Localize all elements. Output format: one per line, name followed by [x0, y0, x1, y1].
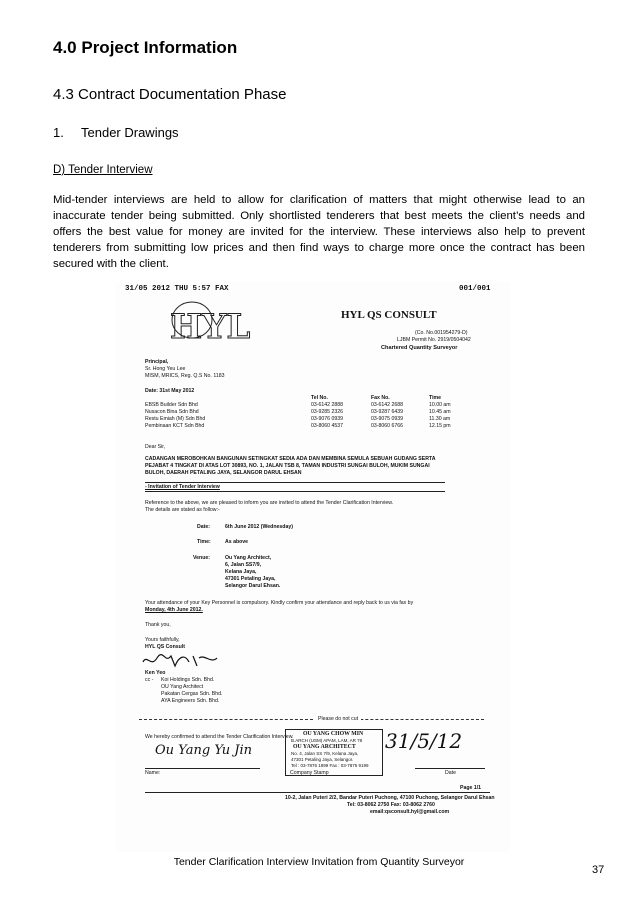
project-title-line: CADANGAN MEROBOHKAN BANGUNAN SETINGKAT SEDIA ADA DAN MEMBINA SEMULA SEBUAH GUDANG SERTA: [145, 456, 436, 462]
stamp-line: 47301 Petaling Jaya, Selangor.: [291, 757, 354, 762]
stamp-line: No. 4, Jalan SS 7/9, Kelana Jaya,: [291, 751, 359, 756]
cc-item: AYA Engineers Sdn. Bhd.: [161, 698, 220, 704]
page-heading: 4.0 Project Information: [53, 38, 238, 57]
project-title-line: BULOH, DAERAH PETALING JAYA, SELANGOR DARUL EHSAN: [145, 470, 302, 476]
reg-line: Chartered Quantity Surveyor: [381, 345, 458, 351]
stamp-line: OU YANG ARCHITECT: [293, 744, 356, 750]
recipient-tel: 03-9285 2326: [311, 409, 344, 415]
fax-header-line: 31/05 2012 THU 5:57 FAX: [125, 285, 229, 293]
intro-line: Reference to the above, we are pleased to inform you are invited to attend the Tender Clarification Interview.: [145, 500, 394, 506]
signatory: Ken Yeo: [145, 670, 166, 676]
recipient-fax: 03-9075 0939: [371, 416, 404, 422]
company-stamp-label: Company Stamp: [290, 770, 329, 776]
venue-line: 47301 Petaling Jaya,: [225, 576, 276, 582]
cc-item: Koi Holdings Sdn. Bhd.: [161, 677, 215, 683]
detail-label: Date:: [197, 524, 210, 530]
hyl-logo: [170, 298, 265, 344]
cc-item: Pakatan Cergas Sdn. Bhd.: [161, 691, 223, 697]
closing-line: HYL QS Consult: [145, 644, 185, 650]
attendance-line: Your attendance of your Key Personnel is compulsory. Kindly confirm your attendance and reply back to us via fax by: [145, 600, 414, 606]
page-number: 37: [592, 864, 605, 876]
handwritten-date: 31/5/12: [385, 729, 463, 753]
principal-line: Sr. Hong Yeu Lee: [145, 366, 186, 372]
venue-line: Selangor Darul Ehsan.: [225, 583, 281, 589]
principal-line: Principal,: [145, 359, 169, 365]
handwritten-signature: [141, 650, 221, 670]
confirm-line: We hereby confirmed to attend the Tender Clarification Interview.: [145, 734, 294, 740]
recipient-name: Nusacon Bina Sdn Bhd: [145, 409, 199, 415]
page-footer: Page 1/1: [460, 785, 482, 791]
svg-text:HYL: HYL: [170, 307, 251, 344]
recipient-name: Pembinaan KCT Sdn Bhd: [145, 423, 205, 429]
intro-line: The details are stated as follow:-: [145, 507, 220, 513]
recipient-fax: 03-8060 6766: [371, 423, 404, 429]
recipient-tel: 03-9076 0939: [311, 416, 344, 422]
address-line: email:qsconsult.hyl@gmail.com: [370, 809, 450, 815]
subheading: 4.3 Contract Documentation Phase: [53, 86, 287, 103]
section-title: Tender Drawings: [81, 125, 179, 140]
detail-label: Venue:: [193, 555, 211, 561]
principal-line: MISM, MRICS, Reg. Q.S No. 1183: [145, 373, 225, 379]
attendance-deadline: Monday, 4th June 2012.: [145, 607, 203, 613]
venue-line: 6, Jalan SS7/9,: [225, 562, 262, 568]
recipient-time: 10.00 am: [429, 402, 451, 408]
venue-line: Kelana Jaya,: [225, 569, 257, 575]
section-heading: [53, 125, 179, 140]
recipient-fax: 03-9287 6439: [371, 409, 404, 415]
cut-line-label: Please do not cut: [315, 716, 361, 722]
stamp-line: B.ARCH (USM) APAM, LAM, AR 78: [291, 738, 363, 743]
reg-line: LJBM Permit No. 2919/0504042: [397, 337, 471, 343]
recipient-fax: 03-6142 2688: [371, 402, 404, 408]
cut-line: [139, 719, 484, 720]
name-label: Name:: [145, 770, 161, 776]
address-line: 10-2, Jalan Puteri 2/2, Bandar Puteri Puchong, 47100 Puchong, Selangor Darul Ehsan: [285, 795, 495, 801]
letter-date: Date: 31st May 2012: [145, 388, 195, 394]
date-label: Date: [445, 770, 456, 776]
detail-date: 6th June 2012 (Wednesday): [225, 524, 293, 530]
company-name: HYL QS CONSULT: [341, 309, 437, 321]
salutation: Dear Sir,: [145, 444, 166, 450]
stamp-line: Tel : 03-7876 1899 Fax : 03-7875 9199: [291, 763, 369, 768]
reg-line: (Co. No.001954279-D): [415, 330, 468, 336]
venue-line: Ou Yang Architect,: [225, 555, 272, 561]
subject-line: - Invitation of Tender Interview: [145, 484, 220, 490]
table-header: Time: [429, 395, 442, 401]
table-header: Fax No.: [371, 395, 390, 401]
cc-item: OU Yang Architect: [161, 684, 204, 690]
figure-caption: Tender Clarification Interview Invitation from Quantity Surveyor: [173, 856, 465, 868]
scanned-fax-letter: [115, 282, 510, 852]
stamp-line: OU YANG CHOW MIN: [303, 731, 364, 737]
recipient-time: 10.45 am: [429, 409, 451, 415]
handwritten-name: Ou Yang Yu Jin: [155, 743, 253, 758]
address-line: Tel: 03-8062 2750 Fax: 03-8062 2760: [347, 802, 435, 808]
closing-line: Yours faithfully,: [145, 637, 180, 643]
recipient-name: Restu Emiah (M) Sdn Bhd: [145, 416, 206, 422]
table-header: Tel No.: [311, 395, 328, 401]
detail-time: As above: [225, 539, 249, 545]
recipient-tel: 03-8060 4537: [311, 423, 344, 429]
detail-label: Time:: [197, 539, 211, 545]
recipient-name: EBSB Builder Sdn Bhd: [145, 402, 198, 408]
thanks: Thank you,: [145, 622, 171, 628]
cc-label: cc -: [145, 677, 154, 683]
recipient-time: 11.30 am: [429, 416, 451, 422]
fax-page-ref: 001/001: [459, 285, 491, 293]
project-title-line: PEJABAT 4 TINGKAT DI ATAS LOT 30893, NO. 1, JALAN TSB 8, TAMAN INDUSTRI SUNGAI BULOH, MUKIM SUNGAI: [145, 463, 430, 469]
subsection-heading: D) Tender Interview: [53, 164, 153, 176]
recipient-time: 12.15 pm: [429, 423, 451, 429]
section-number: 1.: [53, 125, 64, 140]
body-paragraph: Mid-tender interviews are held to allow for clarification of matters that might otherwise lead to an inaccurate tender being submitted. Only shortlisted tenderers that best meets the client’s needs and offers the best value for money are invited for the interview. These interviews also help to prevent tenderers from submitting low prices and then find ways to charge more once the contract has been secured with the client.: [53, 194, 585, 270]
recipient-tel: 03-6142 2888: [311, 402, 344, 408]
